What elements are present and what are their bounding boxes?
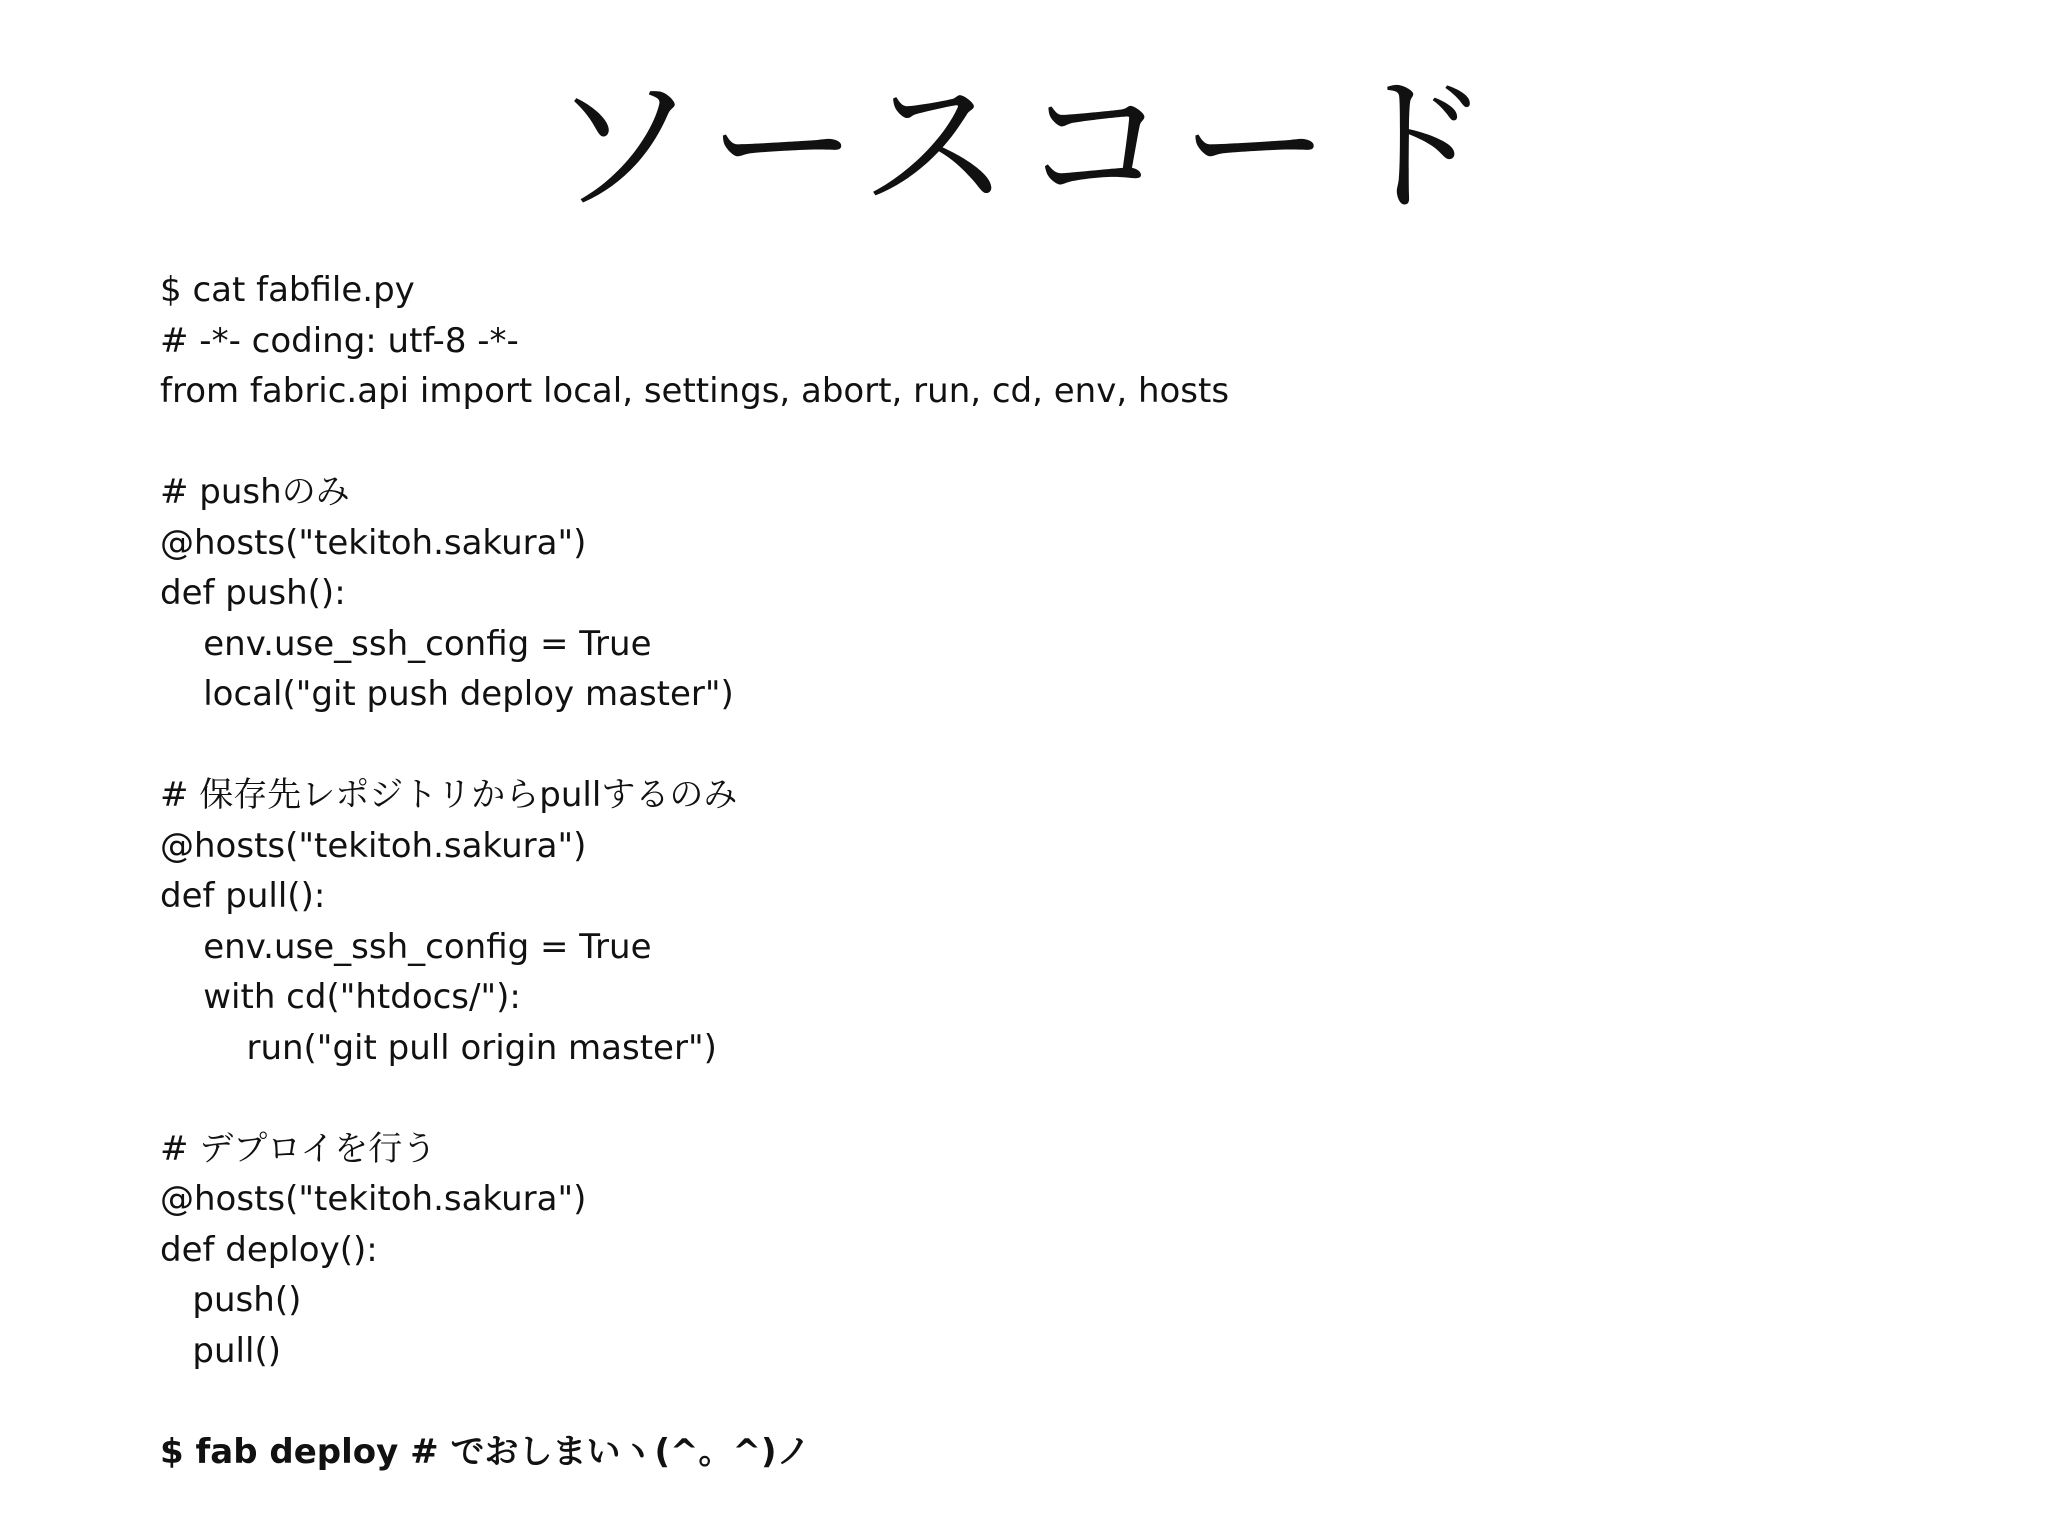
code-line-decorator: @hosts("tekitoh.sakura") — [160, 522, 587, 563]
code-line-def-push: def push(): — [160, 573, 346, 613]
code-line-fab-deploy: $ fab deploy # でおしまいヽ(^。^)ノ — [160, 1431, 811, 1472]
code-line-comment-deploy: # デプロイを行う — [160, 1128, 437, 1169]
code-line-coding: # -*- coding: utf-8 -*- — [160, 320, 519, 361]
code-line-comment-push: # pushのみ — [160, 472, 350, 512]
code-line-env-config: env.use_ssh_config = True — [160, 926, 652, 967]
code-line-decorator: @hosts("tekitoh.sakura") — [160, 1179, 587, 1219]
code-line-import: from fabric.api import local, settings, abort, run, cd, env, hosts — [160, 371, 1230, 411]
code-line-blank — [160, 720, 1960, 771]
code-line-def-pull: def pull(): — [160, 876, 326, 916]
code-line-comment-pull: # 保存先レポジトリからpullするのみ — [160, 775, 738, 815]
code-line-cat-command: $ cat fabfile.py — [160, 270, 415, 310]
code-line-call-push: push() — [160, 1280, 302, 1320]
code-line-blank — [160, 1376, 1960, 1427]
code-line-local-push: local("git push deploy master") — [160, 674, 734, 714]
code-line-env-config: env.use_ssh_config = True — [160, 623, 652, 664]
code-line-decorator: @hosts("tekitoh.sakura") — [160, 825, 587, 866]
code-line-run-pull: run("git pull origin master") — [160, 1027, 717, 1068]
code-line-call-pull: pull() — [160, 1330, 281, 1371]
code-line-blank — [160, 417, 1960, 468]
code-line-blank — [160, 1073, 1960, 1124]
code-block — [160, 265, 1960, 1477]
code-line-def-deploy: def deploy(): — [160, 1229, 378, 1270]
code-line-with-cd: with cd("htdocs/"): — [160, 977, 521, 1017]
slide-title: ソースコード — [547, 60, 1501, 234]
